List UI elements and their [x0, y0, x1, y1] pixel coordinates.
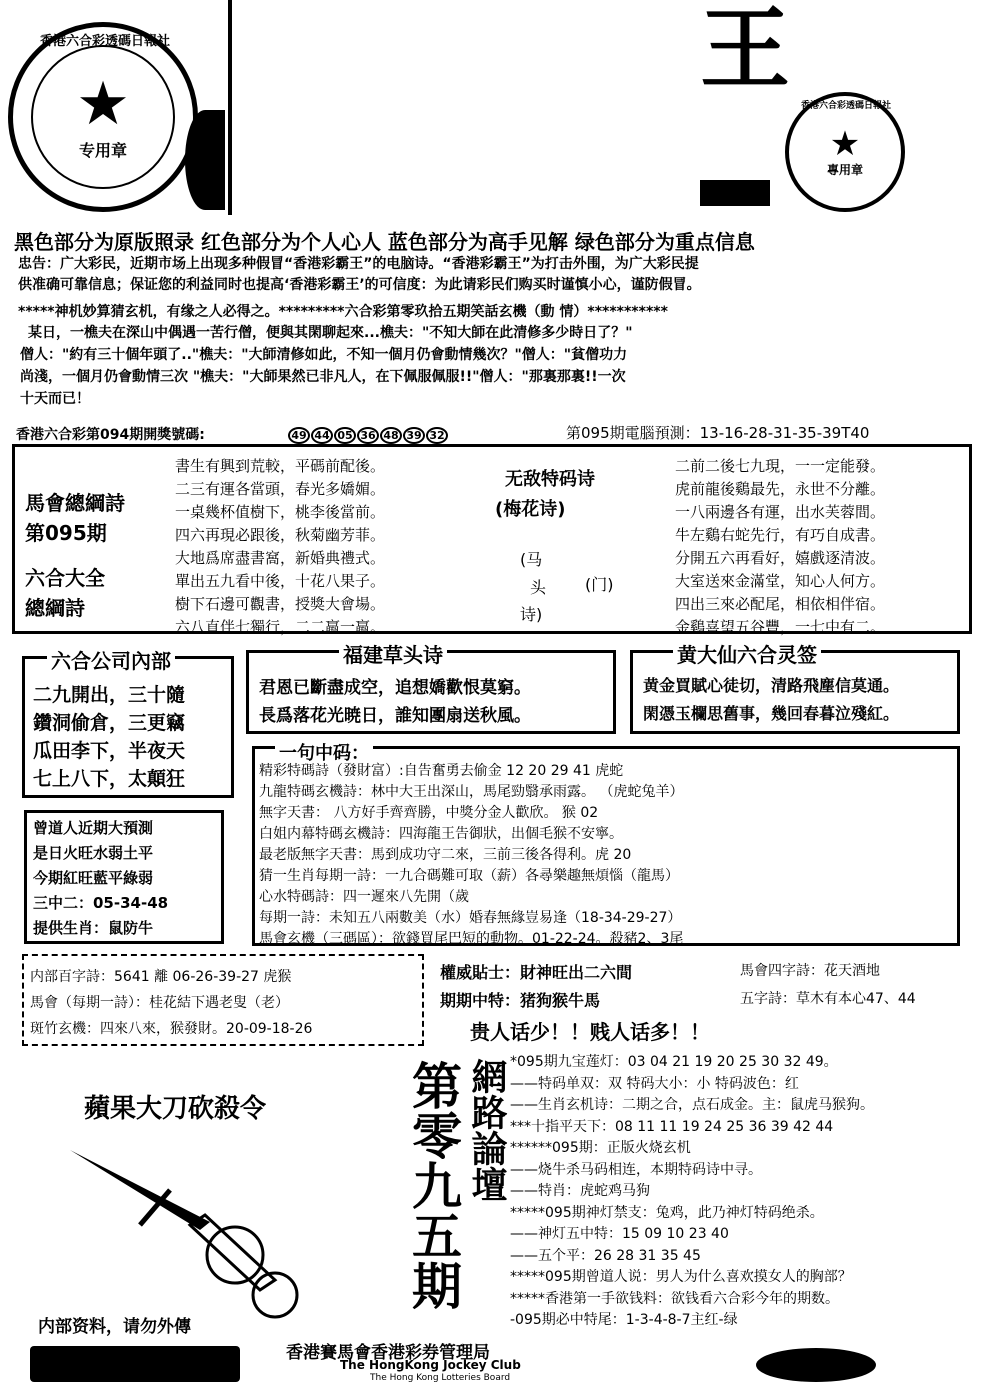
right-list-item: -095期必中特尾：1-3-4-8-7主红-绿: [510, 1312, 738, 1328]
right-list-item: *****095期曾道人说：男人为什么喜欢摸女人的胸部？: [510, 1269, 852, 1285]
seal-sub: 专用章: [78, 140, 127, 160]
draw-ball: 32: [426, 427, 448, 444]
sword-icon: [60, 1130, 310, 1320]
right-list-item: ——烧牛杀马码相连，本期特码诗中寻。: [510, 1161, 762, 1178]
inner-box: [22, 649, 234, 798]
poem-lines-a: [175, 455, 385, 639]
zeng-line: 提供生肖：鼠防牛: [33, 919, 154, 937]
mid-note-2: 头: [530, 578, 547, 597]
bottomleft-line: 内部百字詩：5641 離 06-26-39-27 虎猴: [30, 969, 292, 985]
onesentence-line: 無字天書： 八方好手齊齊勝，中獎分金人歡欣。 猴 02: [259, 805, 599, 821]
onesentence-line: 精彩特碼詩（發財富）:自告奮勇去偷金 12 20 29 41 虎蛇: [259, 763, 624, 779]
draw-ball: 39: [403, 427, 425, 444]
poem-title-4: 總綱詩: [25, 596, 85, 620]
mid-note-1: (马: [520, 550, 543, 569]
draw-balls: [288, 424, 449, 444]
header-divider: [228, 0, 232, 215]
draw-ball: 48: [380, 427, 402, 444]
onesentence-line: 猜一生肖每期一詩：一九合碼難可取（薪）各尋樂趣無煩惱（龍馬）: [259, 868, 679, 884]
zeng-box: [24, 810, 224, 944]
fujian-line: 長爲落花光暁日，誰知團扇送秋風。: [259, 706, 531, 726]
zeng-line: 三中二：05-34-48: [33, 894, 169, 912]
right-list: [510, 1052, 874, 1332]
bottomleft-line: 斑竹玄機：四來八來，猴發財。20-09-18-26: [30, 1021, 313, 1037]
poem-line: 分開五六再看好，嬉戲逐清波。: [675, 549, 886, 567]
star-icon: ★: [829, 123, 861, 164]
seal-sub-right: 專用章: [826, 162, 863, 177]
fujian-box: [246, 643, 616, 734]
draw-label: 香港六合彩第094期開獎號碼:: [16, 427, 205, 443]
onesentence-line: 白姐内幕特碼玄機詩：四海龍王告御狀，出個毛猴不安寧。: [259, 826, 623, 842]
poem-title-1: 馬會總綱詩: [25, 491, 125, 515]
poem-line: 六八直伴七獨行，二二羸一羸。: [175, 618, 386, 636]
logo-char: 王: [700, 0, 790, 102]
poem-line: 書生有興到荒較，平碼前配後。: [175, 457, 386, 475]
seal-right-text: 香港六合彩透碼日報社: [800, 101, 891, 111]
huang-line: 黄金買賦心徒切，清路飛塵信莫通。: [643, 676, 900, 695]
apple-title: 蘋果大刀砍殺令: [84, 1094, 267, 1124]
authority-side-1: 馬會四字詩：花天酒地: [740, 963, 880, 979]
poem-line: 虎前龍後鷄最先，永世不分離。: [675, 480, 886, 498]
footer-line-2: The HongKong Jockey Club: [340, 1358, 521, 1372]
mid-note-4: 诗): [520, 605, 543, 624]
draw-ball: 49: [288, 427, 310, 444]
right-list-item: *095期九宝莲灯：03 04 21 19 20 25 30 32 49。: [510, 1054, 838, 1070]
inner-line: 瓜田李下，半夜天: [33, 740, 186, 762]
seal-left-text: 香港六合彩透碼日報社: [40, 34, 171, 49]
huang-title: 黄大仙六合灵签: [673, 639, 821, 668]
zeng-line: 是日火旺水弱土平: [33, 844, 154, 862]
mid-title-2: (梅花诗): [495, 499, 566, 520]
header-bar: [700, 180, 770, 206]
onesentence-title: 一句中码：: [275, 739, 373, 765]
poem-line: 大室送來金滿堂，知心人何方。: [675, 572, 886, 590]
onesentence-line: 馬會玄機（三碼區）：欲錢買尾巴短的動物。01-22-24。殺豬2、3尾: [259, 931, 684, 947]
poem-line: 二三有運各當頭，春光多嬌媚。: [175, 480, 386, 498]
fujian-title: 福建草头诗: [339, 639, 447, 668]
zeng-line: 今期紅旺藍平綠弱: [33, 869, 154, 887]
poem-line: 單出五九看中後，十花八果子。: [175, 572, 386, 590]
notice-line-2: 供准确可靠信息；保证您的利益同时也提高‘香港彩霸王’的可信度：为此请彩民们购买时谨慎小心，谨防假冒。: [18, 277, 701, 293]
riddle-title: *****神机妙算猜玄机，有缘之人必得之。*********六合彩第零玖拾五期笑話玄機（動 情）***********: [18, 304, 668, 320]
right-list-item: ***十指平天下：08 11 11 19 24 25 36 39 42 44: [510, 1118, 834, 1135]
draw-prediction: 第095期電腦預測：13-16-28-31-35-39T40: [566, 424, 870, 442]
inner-title: 六合公司內部: [47, 645, 175, 674]
authority-side-2: 五字詩：草木有本心47、44: [740, 991, 916, 1007]
onesentence-line: 最老版無字天書：馬到成功守二來，三前三後各得利。虎 20: [259, 847, 632, 863]
forum-side: 網路論壇: [466, 1058, 507, 1202]
inner-line: 二九開出，三十隨: [33, 684, 186, 706]
footer-line-1: 香港賽馬會香港彩券管理局: [286, 1343, 490, 1363]
poem-title-2: 第095期: [25, 521, 107, 545]
poem-title-3: 六合大全: [25, 566, 105, 590]
authority-line-2: 期期中特：猪狗猴牛馬: [440, 991, 601, 1010]
authority-line-1: 權威貼士：財神旺出二六間: [440, 963, 633, 982]
right-list-item: ——特肖：虎蛇鸡马狗: [510, 1183, 650, 1199]
bottomleft-box: [22, 954, 424, 1046]
right-list-item: *****香港第一手欲钱料：欲钱看六合彩今年的期数。: [510, 1290, 839, 1307]
poem-line: 一八兩邊各有運，出水芙蓉間。: [675, 503, 886, 521]
inner-line: 鑽洞偷倉，三更竊: [33, 712, 186, 734]
poem-line: 四六再現必跟後，秋菊幽芳菲。: [175, 526, 386, 544]
poem-lines-b: [675, 455, 885, 639]
onesentence-line: 心水特碼詩：四一遲來八先開（歲: [259, 889, 469, 905]
onesentence-line: 九龍特碼玄機詩：林中大王出深山，馬尾勁翳承雨露。 （虎蛇兔羊）: [259, 784, 684, 800]
draw-ball: 36: [357, 427, 379, 444]
poem-line: 金鷄喜望五谷豐，一七中有二。: [675, 618, 886, 636]
huang-box: [630, 643, 960, 734]
footer-logo-left: [30, 1346, 240, 1382]
header-graphic: [185, 110, 225, 210]
mid-title-1: 无敌特码诗: [505, 469, 595, 490]
seal-left: [8, 22, 198, 212]
right-list-item: ——神灯五中特：15 09 10 23 40: [510, 1226, 729, 1242]
poem-line: 二前二後七九現，一一定能發。: [675, 457, 886, 475]
fujian-line: 君恩已斷盡成空，追想嬌歡恨莫窮。: [259, 678, 531, 698]
riddle-line-4: 十天而已！: [20, 391, 90, 407]
poem-line: 一桌幾杯值樹下，桃李後當前。: [175, 503, 386, 521]
color-legend: 黑色部分为原版照录 红色部分为个人心人 蓝色部分为高手见解 绿色部分为重点信息: [14, 230, 755, 254]
inner-line: 七上八下，太顛狂: [33, 768, 186, 790]
forum-title: 第零九五期: [404, 1060, 462, 1310]
footer-logo-right: [756, 1348, 876, 1382]
bottomleft-line: 馬會（每期一詩）：桂花結下遇老叟（老）: [30, 995, 289, 1011]
riddle-line-2: 僧人："約有三十個年頭了.."樵夫："大師清修如此，不知一個月仍會動情幾次？"僧人："貧僧功力: [20, 347, 628, 363]
onesentence-line: 每期一詩：未知五八兩數美（水）婚春無緣豈易逢（18-34-29-27）: [259, 910, 682, 926]
right-list-item: ——五个平：26 28 31 35 45: [510, 1247, 701, 1264]
poem-line: 四出三來必配尾，相依相伴宿。: [675, 595, 886, 613]
riddle-line-3: 尚淺，一個月仍會動情三次 "樵夫："大師果然已非凡人，在下佩服佩服!!"僧人："那裏那裏!!一次: [20, 369, 626, 385]
apple-warning: 内部资料，请勿外傳: [38, 1317, 191, 1337]
authority-slogan: 贵人话少！！贱人话多！！: [470, 1020, 710, 1044]
right-list-item: *****095期神灯禁支：兔鸡，此乃神灯特码绝杀。: [510, 1204, 824, 1221]
riddle-line-1: 某日，一樵夫在深山中偶遇一苦行僧，便與其閑聊起來...樵夫："不知大師在此清修多少時日了？": [28, 325, 633, 341]
poem-line: 樹下石邊可觀書，授獎大會場。: [175, 595, 386, 613]
right-list-item: ——特码单双：双 特码大小：小 特码波色：红: [510, 1075, 799, 1092]
huang-line: 閑憑玉欄思舊事，幾回春暮泣殘紅。: [643, 704, 900, 723]
right-list-item: ******095期：正版火烧玄机: [510, 1140, 691, 1156]
footer-line-3: The Hong Kong Lotteries Board: [370, 1373, 511, 1383]
mid-note-3: (门): [585, 575, 614, 594]
draw-ball: 44: [311, 427, 333, 444]
right-list-item: ——生肖玄机诗：二期之合，点石成金。主：鼠虎马猴狗。: [510, 1097, 874, 1113]
notice-line-1: 忠告：广大彩民，近期市场上出现多种假冒“香港彩霸王”的电脑诗。“香港彩霸王”为打击外围，为广大彩民提: [18, 256, 699, 272]
poems-box: [12, 444, 972, 634]
zeng-title: 曾道人近期大預測: [33, 819, 154, 837]
onesentence-box: [252, 743, 960, 947]
poem-line: 大地爲席盡書窩，新婚典禮式。: [175, 549, 386, 567]
star-icon: ★: [76, 68, 130, 139]
draw-ball: 05: [334, 427, 356, 444]
poem-line: 牛左鷄右蛇先行，有巧自成書。: [675, 526, 886, 544]
